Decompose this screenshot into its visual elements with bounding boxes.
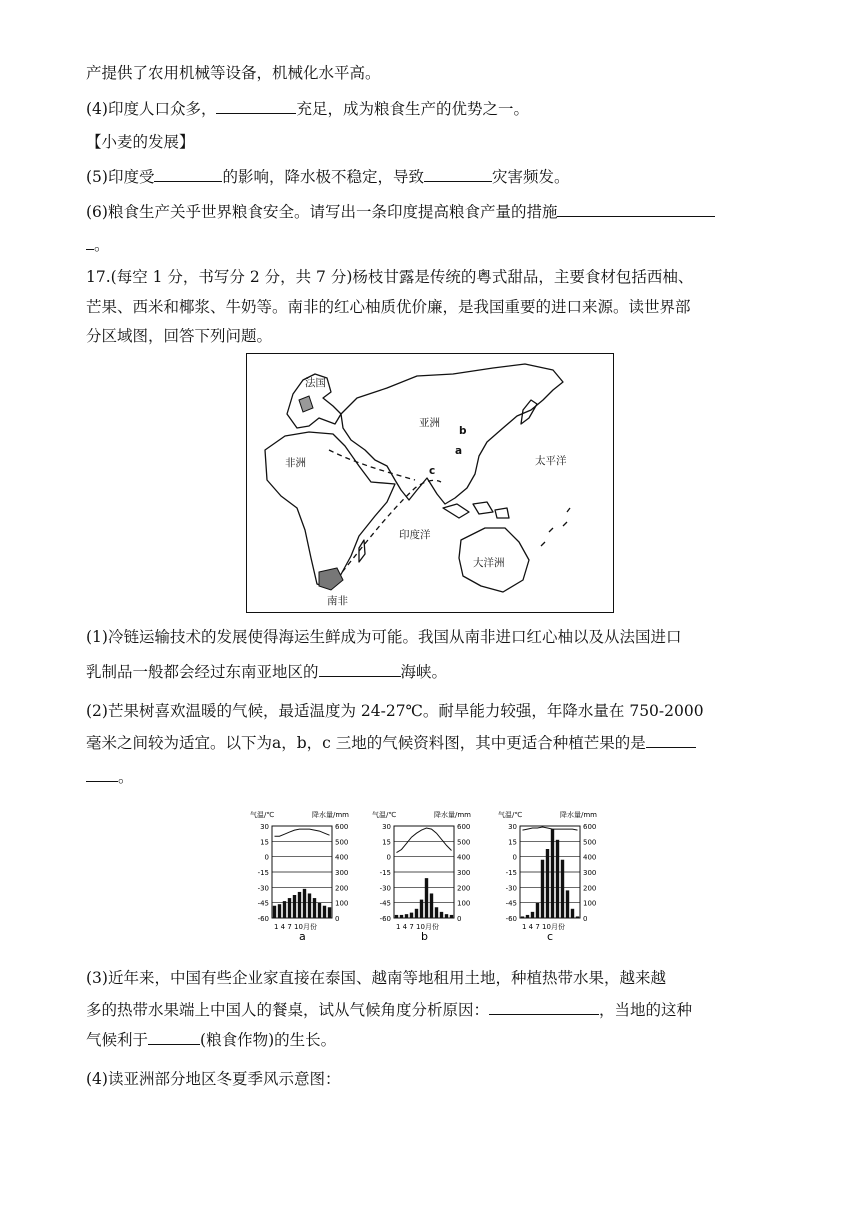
precip-tick-label: 400	[457, 853, 471, 862]
precip-bar	[556, 840, 559, 918]
precip-bar	[521, 916, 524, 918]
precip-axis-title: 降水量/mm	[312, 811, 349, 819]
precip-bar	[415, 909, 418, 918]
sub-question-1-line-2: 乳制品一般都会经过东南亚地区的 海峡。	[86, 660, 447, 683]
island-outline	[443, 504, 469, 518]
precip-bar	[551, 829, 554, 918]
label-point-c: c	[429, 465, 436, 477]
precip-tick-label: 0	[457, 915, 462, 923]
label-indian-ocean: 印度洋	[399, 529, 431, 541]
temp-tick-label: -60	[505, 915, 517, 923]
precip-bar	[405, 914, 408, 918]
precip-bar	[546, 849, 549, 918]
temp-tick-label: 0	[264, 853, 269, 862]
answer-blank[interactable]	[319, 660, 401, 677]
precip-axis-title: 降水量/mm	[560, 811, 597, 819]
label-france: 法国	[305, 377, 326, 389]
precip-tick-label: 500	[335, 838, 349, 847]
precip-bar	[435, 907, 438, 918]
question-5: (5)印度受 的影响，降水极不稳定，导致 灾害频发。	[86, 165, 570, 188]
temp-axis-title: 气温/℃	[498, 811, 523, 819]
temp-tick-label: -30	[257, 884, 269, 893]
temp-tick-label: 15	[508, 838, 517, 847]
question-17-line-1: 17.(每空 1 分，书写分 2 分，共 7 分)杨枝甘露是传统的粤式甜品，主要食材包括西柚、	[86, 268, 694, 286]
question-17-line-3: 分区域图，回答下列问题。	[86, 327, 273, 345]
sub-question-3-line-3: 气候利于 (粮食作物)的生长。	[86, 1028, 336, 1051]
precip-bar	[576, 916, 579, 918]
question-6-end: 。	[86, 233, 110, 256]
temp-tick-label: 30	[382, 823, 391, 831]
precip-tick-label: 400	[583, 853, 597, 862]
question-6: (6)粮食生产关乎世界粮食安全。请写出一条印度提高粮食产量的措施	[86, 200, 715, 223]
label-point-b: b	[459, 425, 467, 437]
answer-blank[interactable]	[489, 998, 599, 1015]
text-line-1: 产提供了农用机械等设备，机械化水平高。	[86, 64, 381, 82]
temp-line	[523, 827, 578, 830]
precip-tick-label: 300	[583, 869, 597, 877]
temp-axis-title: 气温/℃	[250, 811, 275, 819]
temp-tick-label: -60	[379, 915, 391, 923]
precip-bar	[395, 915, 398, 918]
precip-tick-label: 200	[457, 884, 471, 893]
month-axis-label: 1 4 7 10月份	[396, 923, 439, 931]
answer-blank[interactable]	[86, 233, 94, 250]
precip-bar	[566, 890, 569, 918]
precip-bar	[561, 860, 564, 918]
sub-question-2-line-2: 毫米之间较为适宜。以下为a，b，c 三地的气候资料图，其中更适合种植芒果的是	[86, 731, 696, 754]
sub-question-2-line-3: 。	[86, 765, 134, 788]
month-axis-label: 1 4 7 10月份	[274, 923, 317, 931]
temp-tick-label: 0	[512, 853, 517, 862]
temp-line	[275, 829, 330, 836]
precip-tick-label: 300	[457, 869, 471, 877]
precip-axis-title: 降水量/mm	[434, 811, 471, 819]
precip-bar	[283, 901, 286, 918]
temp-tick-label: -60	[257, 915, 269, 923]
climate-chart-svg	[370, 808, 488, 948]
precip-tick-label: 600	[335, 823, 349, 831]
precip-bar	[328, 907, 331, 918]
precip-tick-label: 600	[457, 823, 471, 831]
answer-blank[interactable]	[86, 765, 118, 782]
temp-axis-title: 气温/℃	[372, 811, 397, 819]
question-4: (4)印度人口众多， 充足，成为粮食生产的优势之一。	[86, 97, 529, 120]
temp-tick-label: -15	[257, 869, 269, 877]
chart-title: b	[421, 930, 428, 943]
climate-chart-c	[496, 808, 614, 952]
precip-bar	[288, 898, 291, 918]
precip-bar	[541, 860, 544, 918]
precip-bar	[430, 893, 433, 918]
temp-tick-label: -15	[379, 869, 391, 877]
precip-bar	[420, 900, 423, 918]
precip-bar	[450, 915, 453, 918]
temp-tick-label: -30	[505, 884, 517, 893]
month-axis-label: 1 4 7 10月份	[522, 923, 565, 931]
precip-tick-label: 0	[335, 915, 340, 923]
sub-question-3-line-1: (3)近年来，中国有些企业家直接在泰国、越南等地租用土地，种植热带水果，越来越	[86, 969, 666, 987]
temp-tick-label: -45	[257, 899, 269, 908]
precip-bar	[323, 906, 326, 918]
sub-question-3-line-2: 多的热带水果端上中国人的餐桌，试从气候角度分析原因： ，当地的这种	[86, 998, 692, 1021]
japan-outline	[521, 400, 537, 424]
precip-bar	[425, 878, 428, 918]
temp-tick-label: -30	[379, 884, 391, 893]
asia-outline	[341, 364, 563, 504]
precip-bar	[273, 906, 276, 918]
climate-chart-b	[370, 808, 488, 952]
temp-tick-label: 15	[382, 838, 391, 847]
world-region-map	[246, 353, 614, 613]
madagascar-outline	[359, 540, 365, 562]
precip-bar	[445, 914, 448, 918]
precip-tick-label: 100	[457, 899, 471, 908]
label-pacific: 太平洋	[535, 455, 567, 467]
precip-bar	[571, 909, 574, 918]
precip-bar	[318, 903, 321, 918]
climate-chart-svg	[248, 808, 366, 948]
south-africa-region	[319, 568, 343, 590]
label-point-a: a	[455, 445, 463, 457]
precip-tick-label: 200	[583, 884, 597, 893]
precip-bar	[313, 898, 316, 918]
map-drawing	[247, 354, 612, 611]
answer-blank[interactable]	[424, 165, 492, 182]
precip-tick-label: 100	[583, 899, 597, 908]
precip-bar	[298, 892, 301, 918]
precip-bar	[526, 915, 529, 918]
precip-bar	[400, 915, 403, 918]
precip-tick-label: 100	[335, 899, 349, 908]
precip-tick-label: 600	[583, 823, 597, 831]
precip-tick-label: 500	[457, 838, 471, 847]
label-asia: 亚洲	[419, 417, 440, 429]
africa-outline	[265, 432, 395, 588]
temp-tick-label: -15	[505, 869, 517, 877]
precip-bar	[440, 912, 443, 918]
shipping-route	[329, 450, 415, 480]
precip-bar	[293, 895, 296, 918]
temp-tick-label: -45	[379, 899, 391, 908]
answer-blank[interactable]	[557, 200, 715, 217]
precip-tick-label: 200	[335, 884, 349, 893]
temp-tick-label: 30	[508, 823, 517, 831]
climate-chart-svg	[496, 808, 614, 948]
answer-blank[interactable]	[154, 165, 222, 182]
label-south-africa: 南非	[327, 595, 348, 607]
precip-bar	[308, 893, 311, 918]
answer-blank[interactable]	[148, 1028, 200, 1045]
island-outline	[495, 508, 509, 518]
answer-blank[interactable]	[646, 731, 696, 748]
label-oceania: 大洋洲	[473, 557, 505, 569]
precip-bar	[410, 913, 413, 918]
answer-blank[interactable]	[216, 97, 296, 114]
precip-bar	[536, 903, 539, 918]
section-heading: 【小麦的发展】	[86, 133, 195, 151]
temp-tick-label: 30	[260, 823, 269, 831]
sub-question-2-line-1: (2)芒果树喜欢温暖的气候，最适温度为 24-27℃。耐旱能力较强，年降水量在 750-2000	[86, 702, 704, 720]
question-17-line-2: 芒果、西米和椰浆、牛奶等。南非的红心柚质优价廉，是我国重要的进口来源。读世界部	[86, 298, 691, 316]
sub-question-1-line-1: (1)冷链运输技术的发展使得海运生鲜成为可能。我国从南非进口红心柚以及从法国进口	[86, 628, 682, 646]
climate-chart-a	[248, 808, 366, 952]
temp-tick-label: -45	[505, 899, 517, 908]
france-region	[299, 396, 313, 412]
precip-tick-label: 0	[583, 915, 588, 923]
temp-line	[397, 828, 452, 853]
precip-tick-label: 300	[335, 869, 349, 877]
chart-title: a	[299, 930, 306, 943]
chart-title: c	[547, 930, 554, 943]
precip-tick-label: 400	[335, 853, 349, 862]
precip-bar	[278, 904, 281, 918]
island-outline	[473, 502, 493, 514]
pacific-islands	[541, 508, 570, 546]
sub-question-4: (4)读亚洲部分地区冬夏季风示意图：	[86, 1070, 341, 1088]
temp-tick-label: 0	[386, 853, 391, 862]
precip-bar	[303, 889, 306, 918]
precip-tick-label: 500	[583, 838, 597, 847]
label-africa: 非洲	[285, 457, 306, 469]
precip-bar	[531, 912, 534, 918]
temp-tick-label: 15	[260, 838, 269, 847]
